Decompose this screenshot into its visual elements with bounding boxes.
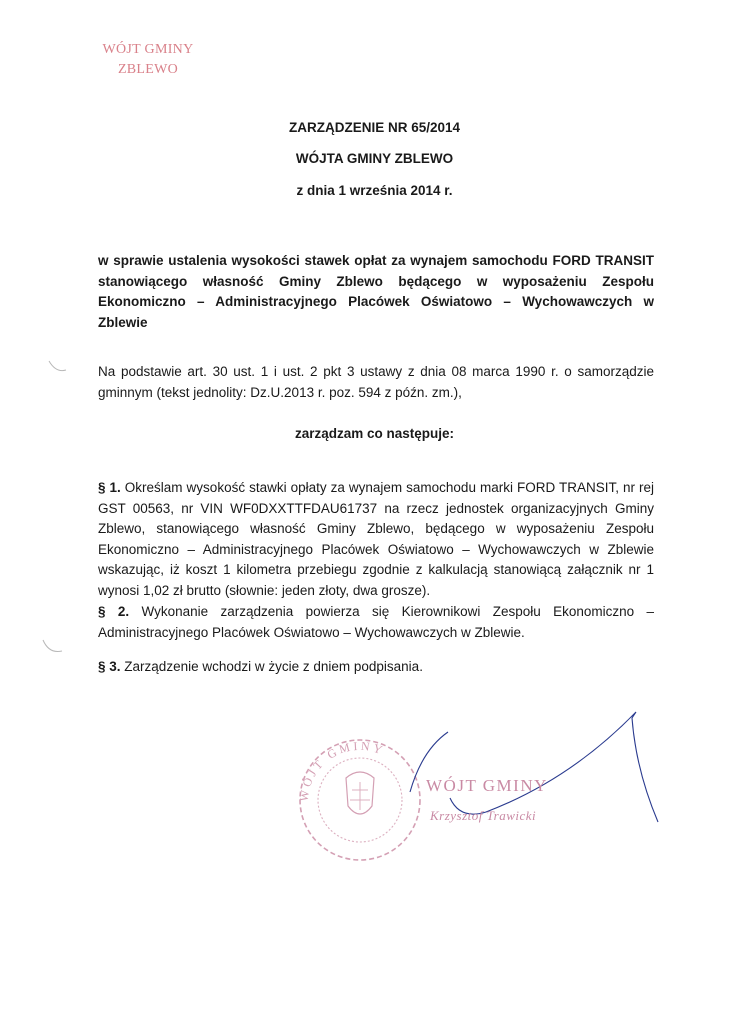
section-3: [98, 657, 654, 678]
section-3-mark: § 3.: [98, 659, 121, 674]
header-stamp: [78, 40, 218, 80]
section-1-text: Określam wysokość stawki opłaty za wynajem samochodu marki FORD TRANSIT, nr rej GST 00563, nr VIN WF0DXXTTFDAU61737 na rzecz jednostek organizacyjnych Gminy Zblewo, stanowiącego własność Gminy Zblewo, będącego w wyposażeniu Zespołu Ekonomiczno – Administracyjnego Placówek Oświatowo – Wychowawczych w Zblewie wskazując, iż koszt 1 kilometra przebiegu zgodnie z kalkulacją stanowiącą załącznik nr 1 wynosi 1,02 zł brutto (słownie: jeden złoty, dwa grosze).: [98, 480, 654, 598]
decree-date: z dnia 1 września 2014 r.: [296, 183, 453, 198]
decree-clause: zarządzam co następuje:: [294, 426, 455, 441]
section-2: [98, 602, 654, 643]
decree-number: ZARZĄDZENIE NR 65/2014: [288, 120, 461, 135]
margin-mark-icon: [46, 356, 70, 376]
section-2-text: Wykonanie zarządzenia powierza się Kierownikowi Zespołu Ekonomiczno – Administracyjnego Placówek Oświatowo – Wychowawczych w Zblewie.: [98, 604, 654, 640]
header-stamp-line1: WÓJT GMINY: [102, 42, 194, 57]
decree-subject: w sprawie ustalenia wysokości stawek opłat za wynajem samochodu FORD TRANSIT stanowiącego własność Gminy Zblewo będącego w wyposażeniu Zespołu Ekonomiczno – Administracyjnego Placówek Oświatowo – Wychowawczych w Zblewie: [98, 253, 654, 330]
margin-mark-icon: [40, 636, 66, 658]
signature-block: [290, 710, 670, 880]
section-2-mark: § 2.: [98, 604, 130, 619]
section-1-mark: § 1.: [98, 480, 121, 495]
signature-stamp-name: Krzysztof Trawicki: [430, 808, 537, 823]
seal-text: WÓJT GMINY: [296, 738, 387, 803]
section-3-text: Zarządzenie wchodzi w życie z dniem podpisania.: [124, 659, 423, 674]
signature-stamp-title: WÓJT GMINY: [426, 776, 548, 795]
issuer-title: WÓJTA GMINY ZBLEWO: [295, 151, 454, 166]
legal-basis: Na podstawie art. 30 ust. 1 i ust. 2 pkt 3 ustawy z dnia 08 marca 1990 r. o samorządzie gminnym (tekst jednolity: Dz.U.2013 r. poz. 594 z późn. zm.),: [98, 364, 654, 400]
header-stamp-line2: ZBLEWO: [117, 62, 179, 77]
section-1: [98, 478, 654, 601]
